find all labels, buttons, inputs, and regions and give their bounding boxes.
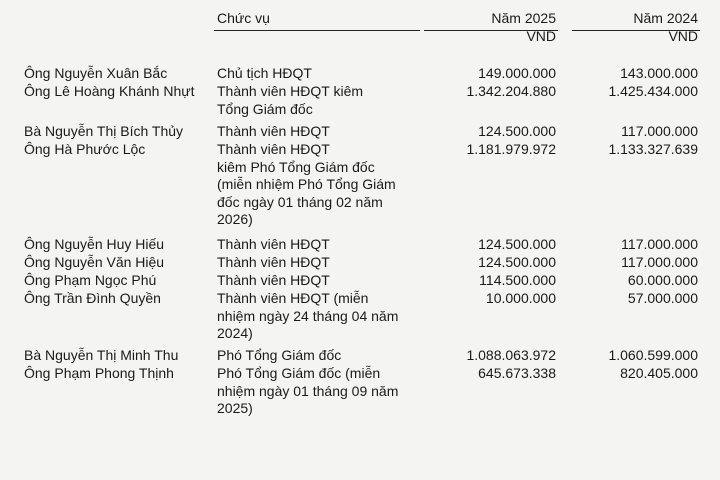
- amount-2025: 1.181.979.972: [466, 141, 556, 157]
- person-name: Ông Nguyễn Xuân Bắc: [24, 65, 168, 81]
- position-line: Thành viên HĐQT kiêm: [217, 83, 364, 99]
- amount-2024: 820.405.000: [620, 365, 698, 381]
- position-line: nhiệm ngày 01 tháng 09 năm: [217, 382, 399, 399]
- header-year-2025: Năm 2025: [491, 10, 556, 26]
- amount-2025: 124.500.000: [478, 123, 556, 139]
- amount-2024: 57.000.000: [627, 290, 698, 306]
- position-line: Phó Tổng Giám đốc: [217, 347, 342, 363]
- amount-2024: 1.060.599.000: [608, 347, 698, 363]
- amount-2025: 124.500.000: [478, 254, 556, 270]
- position-line: đốc ngày 01 tháng 02 năm: [217, 193, 383, 210]
- person-name: Ông Phạm Ngọc Phú: [24, 272, 157, 288]
- position-line: kiêm Phó Tổng Giám đốc: [217, 158, 375, 175]
- person-name: Ông Nguyễn Văn Hiệu: [24, 254, 165, 270]
- header-underline-position: [214, 30, 420, 31]
- amount-2024: 1.425.434.000: [608, 83, 698, 99]
- position-line: Chủ tịch HĐQT: [217, 65, 312, 81]
- position-line: Thành viên HĐQT (miễn: [217, 290, 369, 306]
- amount-2024: 143.000.000: [620, 65, 698, 81]
- header-position: Chức vụ: [217, 10, 270, 26]
- position-line: Thành viên HĐQT: [217, 272, 330, 288]
- amount-2024: 117.000.000: [621, 254, 698, 270]
- position-line: 2026): [217, 211, 253, 227]
- person-name: Ông Nguyễn Huy Hiếu: [24, 236, 165, 252]
- person-name: Ông Phạm Phong Thịnh: [24, 365, 174, 381]
- position-line: Thành viên HĐQT: [217, 141, 330, 157]
- header-currency-2024: VND: [668, 28, 698, 44]
- person-name: Ông Trần Đình Quyền: [24, 290, 161, 306]
- person-name: Bà Nguyễn Thị Minh Thu: [24, 347, 179, 363]
- amount-2024: 1.133.327.639: [608, 141, 698, 157]
- position-line: (miễn nhiệm Phó Tổng Giám: [217, 176, 396, 192]
- position-line: Tổng Giám đốc: [217, 100, 313, 117]
- amount-2025: 1.342.204.880: [466, 83, 556, 99]
- position-line: Thành viên HĐQT: [217, 236, 330, 252]
- amount-2025: 114.500.000: [479, 272, 556, 288]
- amount-2025: 124.500.000: [478, 236, 556, 252]
- position-line: Thành viên HĐQT: [217, 123, 330, 139]
- amount-2024: 60.000.000: [627, 272, 698, 288]
- person-name: Ông Lê Hoàng Khánh Nhựt: [24, 83, 195, 99]
- position-line: Thành viên HĐQT: [217, 254, 330, 270]
- person-name: Bà Nguyễn Thị Bích Thủy: [24, 123, 184, 139]
- amount-2024: 117.000.000: [621, 236, 698, 252]
- header-year-2024: Năm 2024: [633, 10, 698, 26]
- person-name: Ông Hà Phước Lộc: [24, 141, 146, 157]
- position-line: Phó Tổng Giám đốc (miễn: [217, 365, 381, 381]
- position-line: 2025): [217, 400, 253, 416]
- position-line: 2024): [217, 325, 253, 341]
- amount-2024: 117.000.000: [621, 123, 698, 139]
- amount-2025: 10.000.000: [485, 290, 556, 306]
- position-line: nhiệm ngày 24 tháng 04 năm: [217, 307, 399, 324]
- amount-2025: 1.088.063.972: [466, 347, 556, 363]
- amount-2025: 149.000.000: [478, 65, 556, 81]
- amount-2025: 645.673.338: [478, 365, 556, 381]
- header-currency-2025: VND: [526, 28, 556, 44]
